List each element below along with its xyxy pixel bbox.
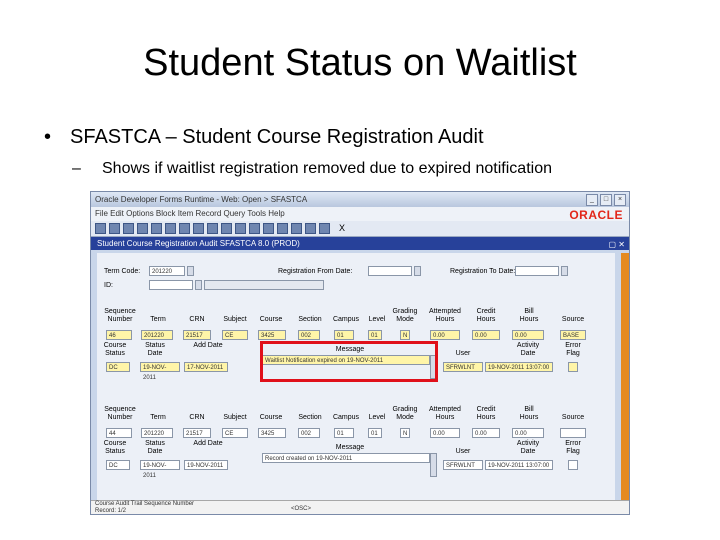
header2-error-flag: Error Flag	[565, 440, 581, 455]
rec2-subject[interactable]: CE	[222, 428, 248, 438]
id-label: ID:	[104, 282, 113, 289]
bullet-sub-text: Shows if waitlist registration removed due to expired notification	[102, 160, 552, 177]
rec2-section[interactable]: 002	[298, 428, 320, 438]
header2-message: Message	[335, 444, 365, 451]
rec2-error-flag[interactable]	[568, 460, 578, 470]
message-highlight-box	[260, 341, 438, 382]
rec1-grading-mode[interactable]: N	[400, 330, 410, 340]
copy-icon[interactable]	[165, 223, 176, 234]
header2-source: Source	[561, 414, 585, 421]
rec2-message-scroll[interactable]	[430, 453, 437, 477]
rec2-credit-hours[interactable]: 0.00	[472, 428, 500, 438]
execute-query-icon[interactable]	[291, 223, 302, 234]
rec1-error-flag[interactable]	[568, 362, 578, 372]
bullet-main-text: SFASTCA – Student Course Registration Audit	[70, 126, 484, 148]
header2-add-date: Add Date	[193, 440, 223, 447]
rec1-campus[interactable]: 01	[334, 330, 354, 340]
reg-to-date-label: Registration To Date:	[450, 268, 516, 275]
header2-activity-date: Activity Date	[516, 440, 540, 455]
status-message: Course Audit Trail Sequence Number	[95, 501, 195, 507]
header-add-date: Add Date	[193, 342, 223, 349]
save-icon[interactable]	[95, 223, 106, 234]
rec2-level[interactable]: 01	[368, 428, 382, 438]
form-titlebar	[91, 237, 629, 250]
menu-items[interactable]: File Edit Options Block Item Record Query Tools Help	[95, 209, 285, 218]
rec2-crn[interactable]: 21517	[183, 428, 211, 438]
from-date-calendar-icon[interactable]	[414, 266, 421, 276]
select-icon[interactable]	[123, 223, 134, 234]
reg-from-date-label: Registration From Date:	[278, 268, 353, 275]
enter-query-icon[interactable]	[277, 223, 288, 234]
status-osc: <OSC>	[291, 506, 312, 512]
cancel-query-icon[interactable]	[305, 223, 316, 234]
header2-subject: Subject	[223, 414, 247, 421]
rec1-course[interactable]: 3425	[258, 330, 286, 340]
vertical-scrollbar[interactable]	[621, 253, 629, 508]
rec2-message[interactable]: Record created on 19-NOV-2011	[262, 453, 430, 463]
header-sequence-number: Sequence Number	[104, 308, 136, 323]
rec1-course-status[interactable]: DC	[106, 362, 130, 372]
rec1-add-date[interactable]: 17-NOV-2011	[184, 362, 228, 372]
rec2-status-date[interactable]: 19-NOV-2011	[140, 460, 180, 470]
maximize-icon[interactable]: □	[600, 194, 612, 206]
rec1-sequence-number[interactable]: 46	[106, 330, 132, 340]
close-icon[interactable]: ×	[614, 194, 626, 206]
header2-crn: CRN	[189, 414, 205, 421]
id-lov-button[interactable]	[195, 280, 202, 290]
rec2-user[interactable]: SFRWLNT	[443, 460, 483, 470]
rec1-activity-date[interactable]: 19-NOV-2011 13:07:00	[485, 362, 553, 372]
header-section: Section	[298, 316, 322, 323]
rec2-grading-mode[interactable]: N	[400, 428, 410, 438]
menu-bar	[91, 207, 629, 221]
header-bill-hours: Bill Hours	[519, 308, 539, 323]
header-status-date: Status Date	[145, 342, 165, 357]
record-count: Record: 1/2	[95, 508, 127, 514]
header2-credit-hours: Credit Hours	[476, 406, 496, 421]
rec1-status-date[interactable]: 19-NOV-2011	[140, 362, 180, 372]
header-term: Term	[150, 316, 166, 323]
header2-campus: Campus	[332, 414, 360, 421]
header2-section: Section	[298, 414, 322, 421]
header-crn: CRN	[189, 316, 205, 323]
rec2-sequence-number[interactable]: 44	[106, 428, 132, 438]
header-grading-mode: Grading Mode	[392, 308, 418, 323]
bullet-dot: •	[44, 126, 52, 148]
rec2-term[interactable]: 201220	[141, 428, 173, 438]
rec1-crn[interactable]: 21517	[183, 330, 211, 340]
paste-icon[interactable]	[179, 223, 190, 234]
minimize-icon[interactable]: _	[586, 194, 598, 206]
header-error-flag: Error Flag	[565, 342, 581, 357]
window-titlebar	[91, 192, 629, 207]
bullet-main	[44, 126, 484, 149]
window-title: Oracle Developer Forms Runtime - Web: Open > SFASTCA	[95, 195, 308, 204]
student-name-field	[204, 280, 324, 290]
form-title: Student Course Registration Audit SFASTCA 8.0 (PROD)	[97, 239, 300, 248]
next-block-icon[interactable]	[207, 223, 218, 234]
delete-record-icon[interactable]	[263, 223, 274, 234]
exit-icon[interactable]	[137, 223, 148, 234]
rec1-bill-hours[interactable]: 0.00	[512, 330, 544, 340]
rec1-term[interactable]: 201220	[141, 330, 173, 340]
header-source: Source	[561, 316, 585, 323]
header2-sequence-number: Sequence Number	[104, 406, 136, 421]
rec2-course-status[interactable]: DC	[106, 460, 130, 470]
rec1-level[interactable]: 01	[368, 330, 382, 340]
rec2-activity-date[interactable]: 19-NOV-2011 13:07:00	[485, 460, 553, 470]
header2-course: Course	[259, 414, 283, 421]
slide-title: Student Status on Waitlist	[143, 42, 577, 84]
header2-term: Term	[150, 414, 166, 421]
previous-block-icon[interactable]	[193, 223, 204, 234]
header2-course-status: Course Status	[103, 440, 127, 455]
header-subject: Subject	[223, 316, 247, 323]
window-controls	[586, 194, 626, 206]
header2-bill-hours: Bill Hours	[519, 406, 539, 421]
next-record-icon[interactable]	[235, 223, 246, 234]
to-date-calendar-icon[interactable]	[561, 266, 568, 276]
bullet-dash: –	[72, 160, 81, 177]
header-course-status: Course Status	[103, 342, 127, 357]
header-course: Course	[259, 316, 283, 323]
id-field[interactable]	[149, 280, 193, 290]
header-activity-date: Activity Date	[516, 342, 540, 357]
previous-record-icon[interactable]	[221, 223, 232, 234]
header2-grading-mode: Grading Mode	[392, 406, 418, 421]
term-code-label: Term Code:	[104, 268, 141, 275]
term-code-field[interactable]: 201220	[149, 266, 185, 276]
header2-level: Level	[368, 414, 386, 421]
header2-status-date: Status Date	[145, 440, 165, 455]
rec2-source[interactable]	[560, 428, 586, 438]
header-campus: Campus	[332, 316, 360, 323]
rec1-subject[interactable]: CE	[222, 330, 248, 340]
bullet-sub	[72, 160, 552, 178]
header-user: User	[455, 350, 471, 357]
toolbar	[91, 221, 629, 237]
rec1-credit-hours[interactable]: 0.00	[472, 330, 500, 340]
header-level: Level	[368, 316, 386, 323]
header-credit-hours: Credit Hours	[476, 308, 496, 323]
header-attempted-hours: Attempted Hours	[429, 308, 461, 323]
header2-attempted-hours: Attempted Hours	[429, 406, 461, 421]
header-message: Message	[335, 346, 365, 353]
close-form-icon[interactable]: X	[339, 223, 346, 233]
form-window-controls[interactable]: ▢ ✕	[608, 240, 625, 249]
rec1-section[interactable]: 002	[298, 330, 320, 340]
header2-user: User	[455, 448, 471, 455]
rec1-attempted-hours[interactable]: 0.00	[430, 330, 460, 340]
rec1-user[interactable]: SFRWLNT	[443, 362, 483, 372]
status-bar	[91, 500, 629, 514]
reg-from-date-field[interactable]	[368, 266, 412, 276]
rec2-attempted-hours[interactable]: 0.00	[430, 428, 460, 438]
help-icon[interactable]	[319, 223, 330, 234]
rec2-course[interactable]: 3425	[258, 428, 286, 438]
term-lov-button[interactable]	[187, 266, 194, 276]
rec2-add-date[interactable]: 19-NOV-2011	[184, 460, 228, 470]
rec2-campus[interactable]: 01	[334, 428, 354, 438]
rec2-bill-hours[interactable]: 0.00	[512, 428, 544, 438]
rec1-source[interactable]: BASE	[560, 330, 586, 340]
rec1-message[interactable]: Waitlist Notification expired on 19-NOV-2011	[262, 355, 430, 365]
rollback-icon[interactable]	[109, 223, 120, 234]
insert-record-icon[interactable]	[249, 223, 260, 234]
cut-icon[interactable]	[151, 223, 162, 234]
reg-to-date-field[interactable]	[515, 266, 559, 276]
oracle-logo: ORACLE	[569, 208, 623, 222]
